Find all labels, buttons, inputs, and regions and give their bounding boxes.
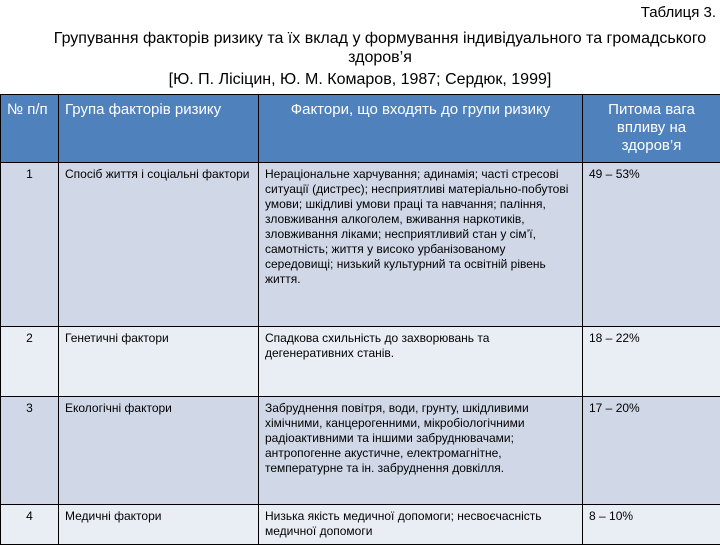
table-caption [0, 0, 720, 94]
row-num: 3 [1, 397, 59, 505]
row-num: 4 [1, 505, 59, 545]
table-title: Групування факторів ризику та їх вклад у формування індивідуального та громадського здоров’я [40, 29, 720, 67]
table-row [1, 163, 720, 327]
header-factors: Фактори, що входять до групи ризику [259, 95, 583, 163]
header-num: № п/п [1, 95, 59, 163]
row-num: 1 [1, 163, 59, 327]
row-group: Спосіб життя і соціальні фактори [59, 163, 259, 327]
row-num: 2 [1, 327, 59, 397]
header-weight: Питома вага впливу на здоров’я [583, 95, 720, 163]
table-label: Таблиця 3. [641, 4, 716, 22]
table-row [1, 505, 720, 545]
row-factors: Спадкова схильність до захворювань та дегенеративних станів. [259, 327, 583, 397]
row-weight: 49 – 53% [583, 163, 720, 327]
table-row [1, 397, 720, 505]
row-group: Екологічні фактори [59, 397, 259, 505]
row-group: Генетичні фактори [59, 327, 259, 397]
risk-factors-table [0, 94, 720, 545]
table-row [1, 327, 720, 397]
row-factors: Нераціональне харчування; адинамія; часті стресові ситуації (дистрес); несприятливі матеріально-побутові умови; шкідливі умови праці та навчання; паління, зловживання алкоголем, вживання наркотиків, зловживання ліками; несприятливий стан у сім’ї, самотність; життя у високо урбанізованому середовищі; низький культурний та освітній рівень життя. [259, 163, 583, 327]
table-source: [Ю. П. Лісіцин, Ю. М. Комаров, 1987; Сердюк, 1999] [0, 71, 720, 89]
row-weight: 18 – 22% [583, 327, 720, 397]
table-header-row [1, 95, 720, 163]
row-group: Медичні фактори [59, 505, 259, 545]
row-factors: Низька якість медичної допомоги; несвоєчасність медичної допомоги [259, 505, 583, 545]
row-weight: 17 – 20% [583, 397, 720, 505]
row-factors: Забруднення повітря, води, грунту, шкідливими хімічними, канцерогенними, мікробіологічними радіоактивними та іншими забруднювачами; антропогенне акустичне, електромагнітне, температурне та ін. забруднення довкілля. [259, 397, 583, 505]
header-group: Група факторів ризику [59, 95, 259, 163]
row-weight: 8 – 10% [583, 505, 720, 545]
